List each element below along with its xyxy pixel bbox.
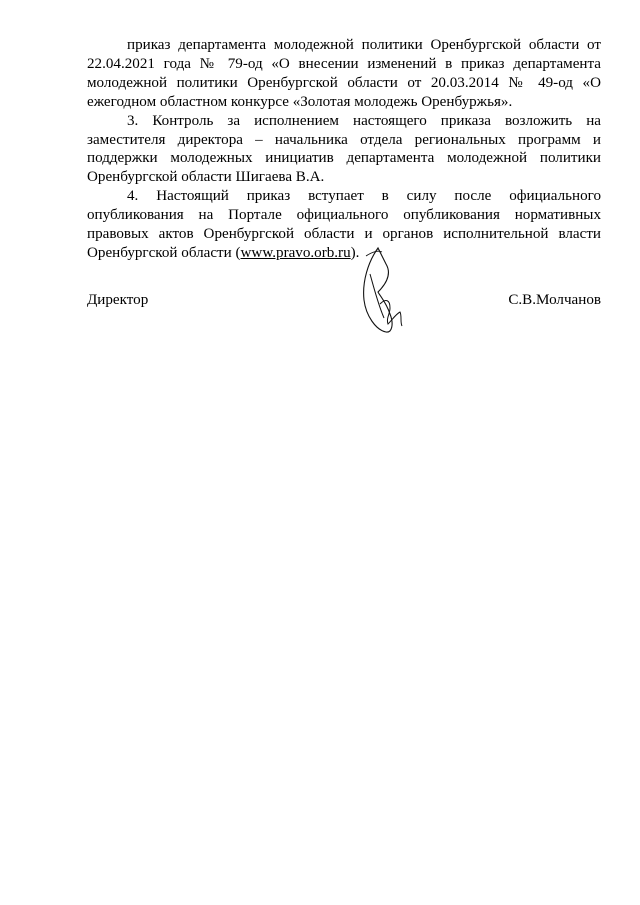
paragraph-effective-date [87, 187, 601, 263]
paragraph-control [87, 112, 601, 188]
paragraph-continuation [87, 36, 601, 112]
portal-link[interactable]: www.pravo.orb.ru [240, 244, 351, 261]
document-body [87, 36, 601, 263]
paragraph-text: приказ департамента молодежной политики Оренбургской области от 22.04.2021 года № 79-од «О внесении изменений в приказ департамента молодежной политики Оренбургской области от 20.03.2014 № 49-од «О ежегодном областном конкурсе «Золотая молодежь Оренбуржья». [87, 37, 601, 110]
paragraph-tail: ). [350, 244, 360, 261]
paragraph-text: 3. Контроль за исполнением настоящего приказа возложить на заместителя директора – начальника отдела региональных программ и поддержки молодежных инициатив департамента молодежной политики Оренбургской области Шигаева В.А. [87, 112, 601, 186]
handwritten-signature [356, 244, 412, 336]
paragraph-text: 4. Настоящий приказ вступает в силу после официального опубликования на Портале официального опубликования нормативных правовых актов Оренбургской области и органов исполнительной власти Оренбургской области ( [87, 188, 601, 261]
signer-name: С.В.Молчанов [508, 292, 601, 308]
signer-position: Директор [87, 292, 149, 308]
